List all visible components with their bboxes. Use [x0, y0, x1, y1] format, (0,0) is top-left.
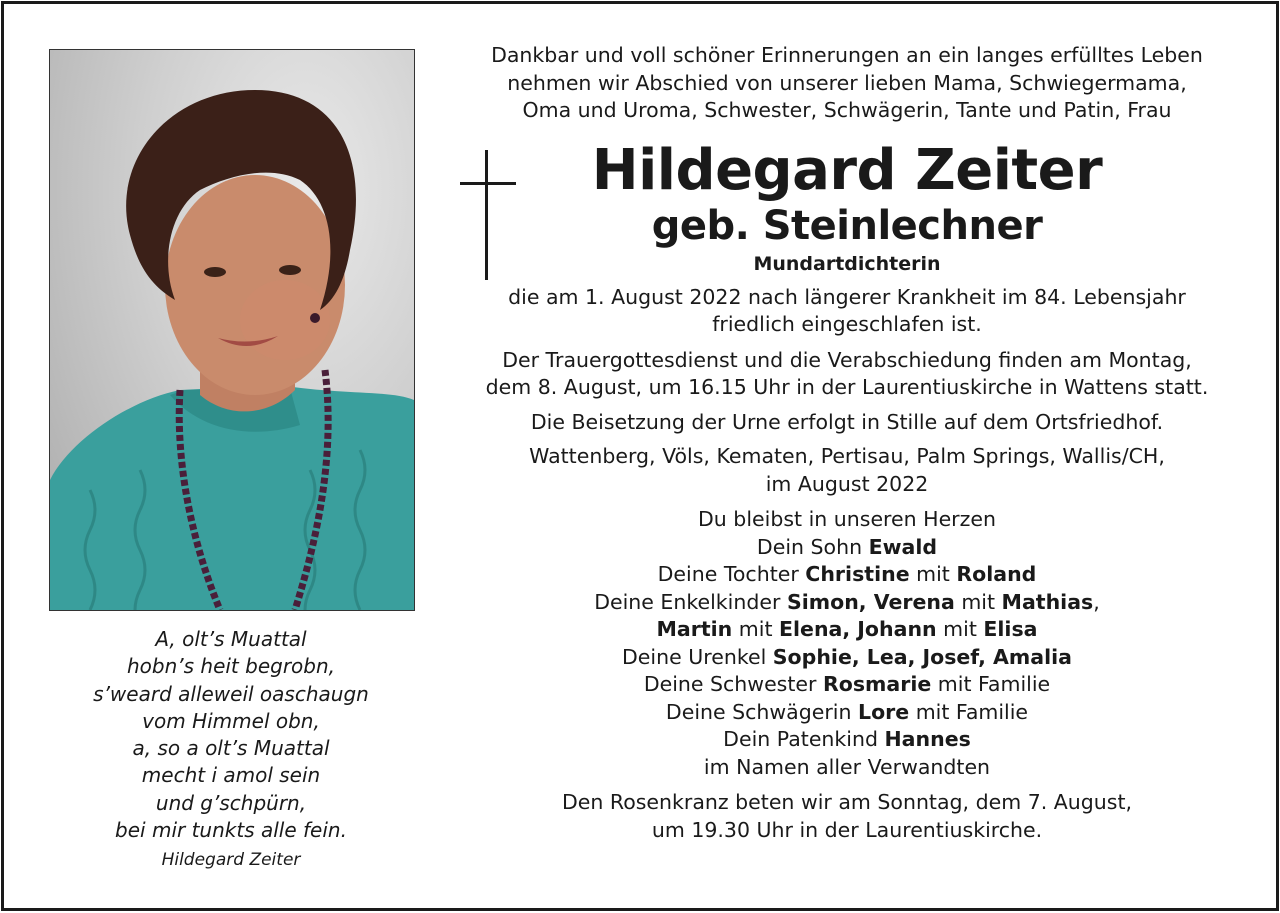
mourner-line: Deine Schwester Rosmarie mit Familie [643, 672, 1051, 696]
poem [49, 626, 413, 872]
burial-notice: Die Beisetzung der Urne erfolgt in Stille auf dem Ortsfriedhof. [530, 409, 1164, 434]
rosary-notice [444, 789, 1250, 844]
places-date [444, 443, 1250, 498]
mourners-list [444, 534, 1250, 782]
profession: Mundartdichterin [753, 252, 941, 275]
mourner-line: Deine Tochter Christine mit Roland [657, 562, 1037, 586]
poem-line: und g’schpürn, [155, 790, 307, 815]
poem-line: hobn’s heit begrobn, [126, 654, 336, 679]
portrait-photo [49, 49, 415, 611]
death-notice-line: friedlich eingeschlafen ist. [712, 312, 982, 336]
mourner-line: Deine Urenkel Sophie, Lea, Josef, Amalia [622, 644, 1072, 669]
obituary-text [444, 42, 1250, 844]
deceased-name: Hildegard Zeiter [591, 137, 1103, 203]
poem-line: A, olt’s Muattal [155, 627, 307, 651]
rosary-line: Den Rosenkranz beten wir am Sonntag, dem 7. August, [561, 790, 1133, 814]
rosary-line: um 19.30 Uhr in der Laurentiuskirche. [651, 817, 1043, 842]
intro-text [444, 42, 1250, 125]
poem-line: a, so a olt’s Muattal [132, 736, 330, 761]
farewell-text: Du bleibst in unseren Herzen [698, 507, 996, 531]
mourner-line: Deine Schwägerin Lore mit Familie [665, 699, 1029, 724]
mourner-line: Deine Enkelkinder Simon, Verena mit Mathias, [594, 589, 1100, 614]
obituary-card [1, 1, 1279, 911]
mourner-line: Dein Sohn Ewald [756, 534, 938, 559]
death-notice [444, 284, 1250, 339]
poem-line: s’weard alleweil oaschaugn [93, 681, 369, 706]
date-line: im August 2022 [765, 471, 929, 496]
intro-line: nehmen wir Abschied von unserer lieben Mama, Schwiegermama, [507, 70, 1187, 95]
service-line: dem 8. August, um 16.15 Uhr in der Laurentiuskirche in Wattens statt. [485, 375, 1209, 399]
mourner-line: Martin mit Elena, Johann mit Elisa [656, 617, 1038, 641]
poem-line: vom Himmel obn, [142, 708, 320, 733]
service-notice [444, 347, 1250, 402]
poem-line: bei mir tunkts alle fein. [115, 818, 347, 843]
maiden-name: geb. Steinlechner [651, 202, 1043, 249]
places-line: Wattenberg, Völs, Kematen, Pertisau, Palm Springs, Wallis/CH, [529, 444, 1165, 468]
mourner-line: im Namen aller Verwandten [703, 754, 991, 779]
intro-line: Oma und Uroma, Schwester, Schwägerin, Tante und Patin, Frau [522, 98, 1172, 122]
mourner-line: Dein Patenkind Hannes [723, 727, 971, 751]
poem-line: mecht i amol sein [141, 763, 321, 788]
intro-line: Dankbar und voll schöner Erinnerungen an ein langes erfülltes Leben [491, 43, 1203, 67]
death-notice-line: die am 1. August 2022 nach längerer Krankheit im 84. Lebensjahr [508, 284, 1186, 309]
service-line: Der Trauergottesdienst und die Verabschiedung finden am Montag, [502, 347, 1192, 372]
poem-author: Hildegard Zeiter [161, 850, 301, 871]
